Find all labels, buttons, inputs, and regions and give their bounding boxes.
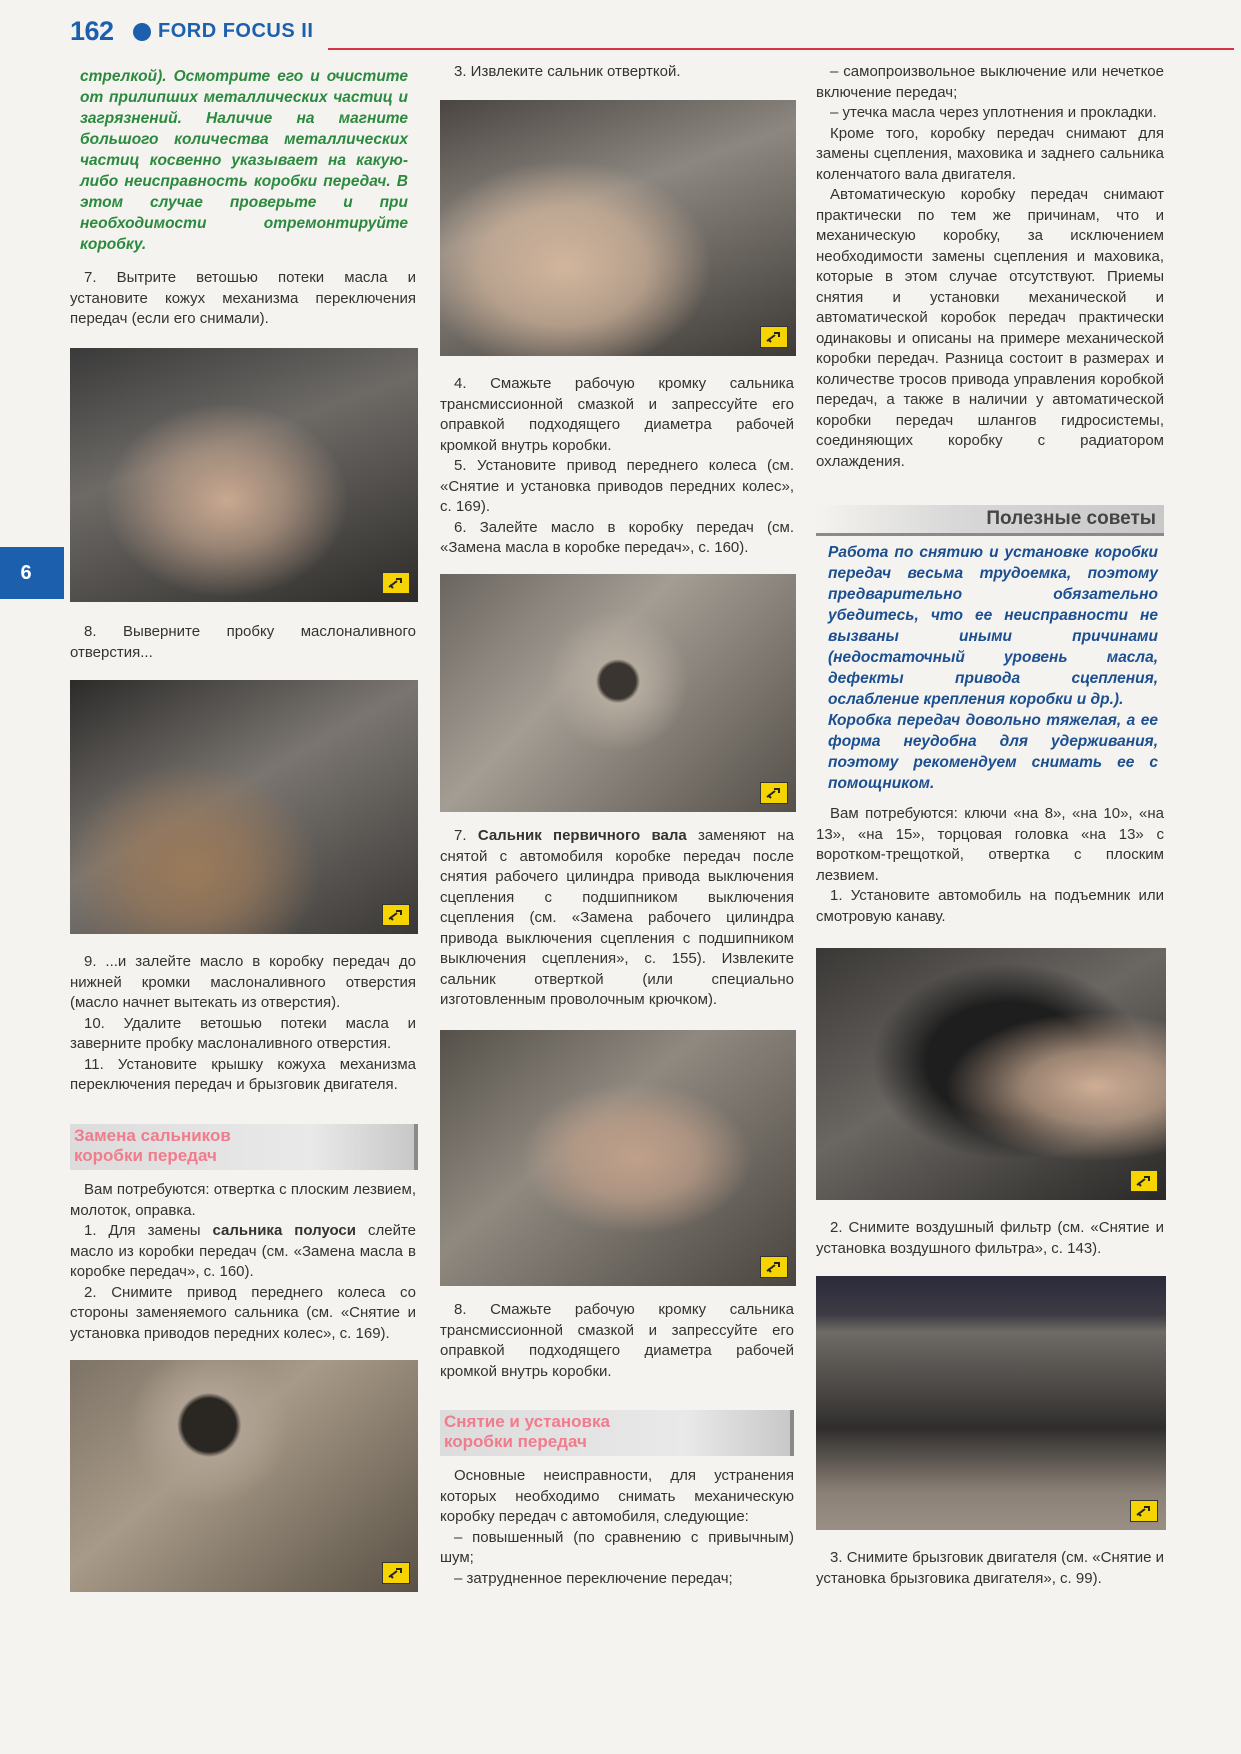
photo-seal-press <box>440 1030 796 1286</box>
chapter-tab: 6 <box>0 547 64 599</box>
tool-badge-icon <box>1130 1170 1158 1192</box>
col1-step8: 8. Выверните пробку маслоналивного отверстия... <box>70 623 416 661</box>
col2-step8: 8. Смажьте рабочую кромку сальника трансмиссионной смазкой и запрессуйте его оправкой подходящего диаметра рабочей кромкой внутрь коробки. <box>440 1301 794 1380</box>
book-title: FORD FOCUS II <box>158 20 314 42</box>
header-rule <box>328 48 1234 50</box>
photo-shift-cover <box>70 348 418 602</box>
page-number: 162 <box>70 16 114 46</box>
col2-step3: 3. Извлеките сальник отверткой. <box>454 63 681 80</box>
col1-steps-9-11: 9. ...и залейте масло в коробку передач до нижней кромки маслоналивного отверстия (масло начнет вытекать из отверстия). 10. Удалите ветошью потеки масла и заверните пробку маслоналивного отверстия. 11. Установите крышку кожуха механизма переключения передач и брызговик двигателя. <box>70 953 416 1093</box>
tool-badge-icon <box>382 572 410 594</box>
tips-heading: Полезные советы <box>816 505 1164 536</box>
section-heading-gearbox-removal: Снятие и установка коробки передач <box>440 1410 794 1456</box>
tool-badge-icon <box>382 1562 410 1584</box>
tool-badge-icon <box>1130 1500 1158 1522</box>
photo-air-filter <box>816 948 1166 1200</box>
page-header <box>70 14 1170 54</box>
tips-text: Работа по снятию и установке коробки передач весьма трудоемка, поэтому предварительно обязательно убедитесь, что ее неисправности не вызваны иными причинами (недостаточный уровень масла, дефекты привода сцепления, ослабление крепления коробки и др.). Коробка передач довольно тяжелая, а ее форма неудобна для удерживания, поэтому рекомендуем снимать ее с помощником. <box>828 544 1158 792</box>
col3-intro: – самопроизвольное выключение или нечеткое включение передач; – утечка масла через уплотнения и прокладки. Кроме того, коробку передач снимают для замены сцепления, маховика и заднего сальника коленчатого вала двигателя. Автоматическую коробку передач снимают практически по тем же причинам, что и механическую коробку, за исключением необходимости замены сцепления и маховика, которые в этом случае отсутствуют. Приемы снятия и установки механической и автоматической коробок передач практически одинаковы и описаны на примере механической коробки передач. Разница состоит в размерах и количестве тросов привода управления коробкой передач, а также в наличии у автоматической коробки передач шлангов гидросистемы, соединяющих коробку с радиатором охлаждения. <box>816 63 1164 470</box>
header-dot-icon <box>133 23 151 41</box>
tool-badge-icon <box>760 326 788 348</box>
tool-badge-icon <box>760 1256 788 1278</box>
photo-axle-seal <box>70 1360 418 1592</box>
col2-faults: Основные неисправности, для устранения которых необходимо снимать механическую коробку передач с автомобиля, следующие: – повышенный (по сравнению с привычным) шум; – затрудненное переключение передач; <box>440 1467 794 1587</box>
photo-seal-removal <box>440 100 796 356</box>
col3-tools: Вам потребуются: ключи «на 8», «на 10», «на 13», «на 15», торцовая головка «на 13» с воротком-трещоткой, отвертка с плоским лезвием. 1. Установите автомобиль на подъемник или смотровую канаву. <box>816 805 1164 925</box>
tool-badge-icon <box>760 782 788 804</box>
col3-step3: 3. Снимите брызговик двигателя (см. «Снятие и установка брызговика двигателя», с. 99). <box>816 1549 1164 1587</box>
section-heading-seals: Замена сальников коробки передач <box>70 1124 418 1170</box>
photo-input-shaft <box>440 574 796 812</box>
col3-step2: 2. Снимите воздушный фильтр (см. «Снятие и установка воздушного фильтра», с. 143). <box>816 1219 1164 1257</box>
col1-step7: 7. Вытрите ветошью потеки масла и установите кожух механизма переключения передач (если его снимали). <box>70 269 416 327</box>
tool-badge-icon <box>382 904 410 926</box>
photo-splash-guard <box>816 1276 1166 1530</box>
col2-step7: 7. Сальник первичного вала заменяют на снятой с автомобиля коробке передач после снятия рабочего цилиндра привода выключения сцепления с подшипником выключения сцепления (см. «Замена рабочего цилиндра привода выключения сцепления с подшипником выключения сцепления», с. 155). Извлеките сальник отверткой (или специально изготовленным проволочным крючком). <box>440 827 794 1008</box>
magnet-note: стрелкой). Осмотрите его и очистите от прилипших металлических частиц и загрязнений. Наличие на магните большого количества металлических частиц косвенно указывает на какую-либо неисправность коробки передач. В этом случае проверьте и при необходимости отремонтируйте коробку. <box>80 68 408 253</box>
photo-oil-filler <box>70 680 418 934</box>
col2-steps-4-6: 4. Смажьте рабочую кромку сальника трансмиссионной смазкой и запрессуйте его оправкой подходящего диаметра рабочей кромкой внутрь коробки. 5. Установите привод переднего колеса (см. «Снятие и установка приводов передних колес», с. 169). 6. Залейте масло в коробку передач (см. «Замена масла в коробке передач», с. 160). <box>440 375 794 556</box>
col1-seal-steps: Вам потребуются: отвертка с плоским лезвием, молоток, оправка. 1. Для замены сальника полуоси слейте масло из коробки передач (см. «Замена масла в коробке передач», с. 160). 2. Снимите привод переднего колеса со стороны заменяемого сальника (см. «Снятие и установка приводов передних колес», с. 169). <box>70 1181 416 1342</box>
